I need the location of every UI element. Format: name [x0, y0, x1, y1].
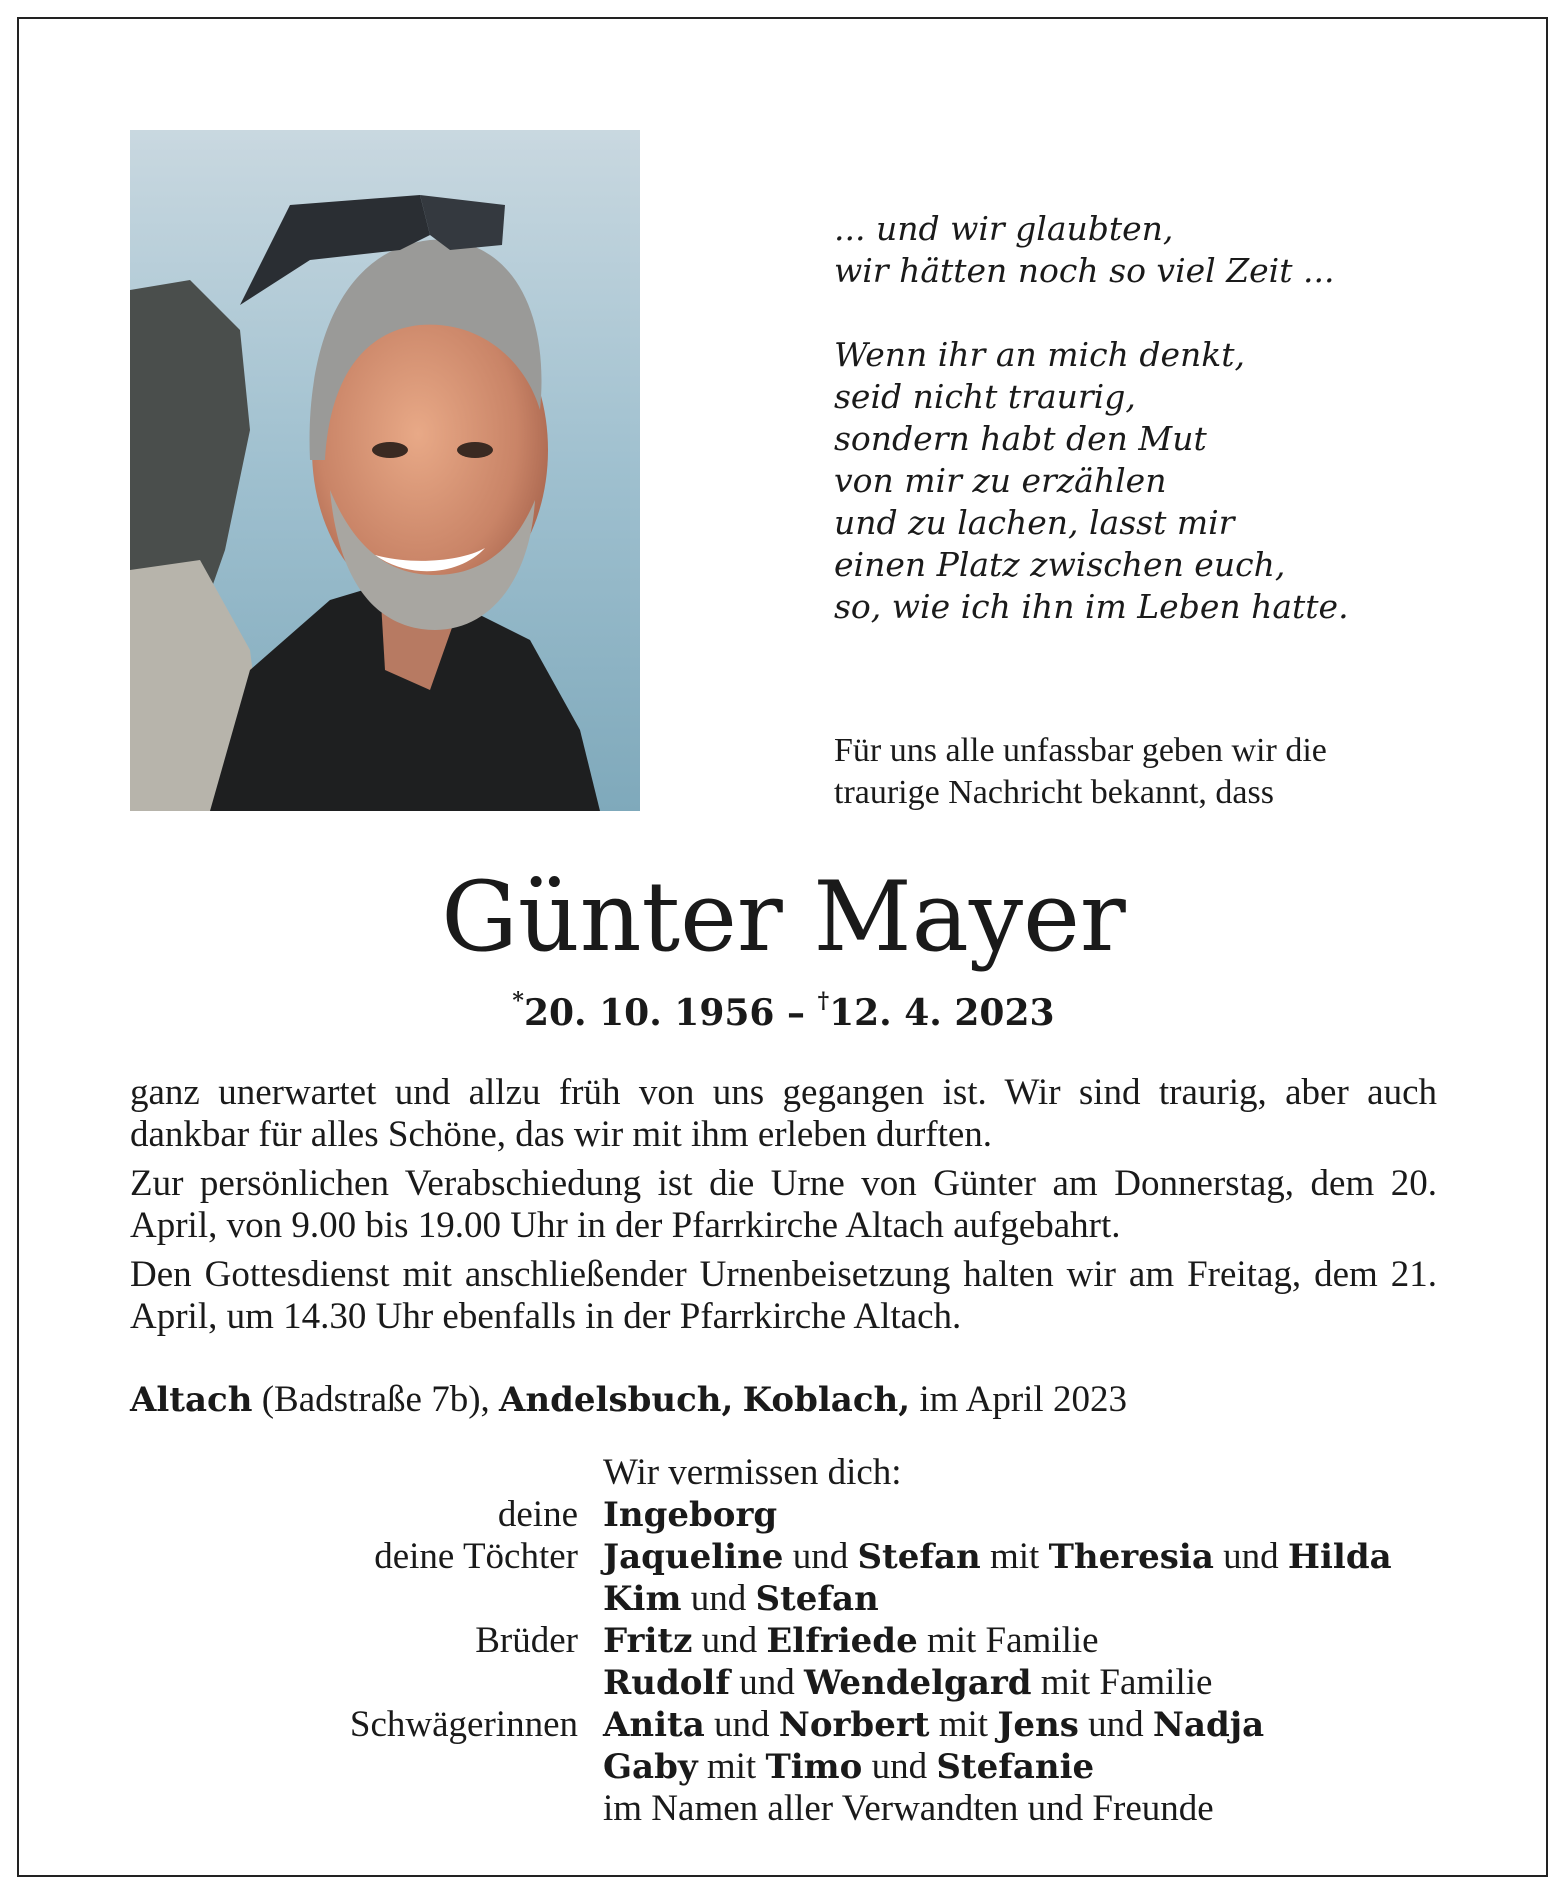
- mourner-connector: und: [692, 1620, 767, 1661]
- mourner-connector: und: [729, 1662, 804, 1703]
- mourner-connector: und: [783, 1536, 858, 1577]
- mourners-row: [130, 1536, 1437, 1578]
- mourners-row: [130, 1578, 1437, 1620]
- mourner-name: Elfriede: [766, 1621, 918, 1661]
- death-symbol: †: [817, 988, 830, 1014]
- announcement-body: [130, 1072, 1437, 1345]
- announcement-intro: [834, 730, 1327, 814]
- poem-line: so, wie ich ihn im Leben hatte.: [834, 587, 1349, 626]
- poem-line: wir hätten noch so viel Zeit ...: [834, 251, 1335, 290]
- place-date: im April 2023: [919, 1379, 1127, 1420]
- mourner-connector: und: [681, 1578, 756, 1619]
- mourner-connector: und: [704, 1704, 779, 1745]
- mourner-name: Kim: [603, 1579, 682, 1619]
- portrait-photo: [130, 130, 640, 811]
- mourner-name: Theresia: [1048, 1537, 1214, 1577]
- mourner-name: Jaqueline: [603, 1537, 784, 1577]
- birth-symbol: *: [512, 988, 524, 1014]
- poem-line: und zu lachen, lasst mir: [834, 503, 1235, 542]
- poem-line: von mir zu erzählen: [834, 461, 1167, 500]
- mourner-relation: deine: [497, 1494, 578, 1535]
- death-date: 12. 4. 2023: [829, 992, 1055, 1034]
- poem-stanza-2: [834, 334, 1349, 628]
- mourners-row: [130, 1788, 1437, 1830]
- mourner-relation: [130, 1746, 603, 1788]
- mourner-name: Wendelgard: [803, 1663, 1032, 1703]
- mourners-list: [130, 1452, 1437, 1830]
- mourner-name: Ingeborg: [603, 1495, 778, 1535]
- mourner-names: [603, 1662, 1437, 1704]
- mourners-row: [130, 1704, 1437, 1746]
- mourner-connector: mit: [980, 1536, 1049, 1577]
- mourner-name: Stefan: [755, 1579, 879, 1619]
- mourners-row: [130, 1662, 1437, 1704]
- mourners-row: [130, 1620, 1437, 1662]
- place-and-date: [130, 1378, 1127, 1421]
- mourner-name: Rudolf: [603, 1663, 730, 1703]
- place-town: Altach: [130, 1380, 253, 1420]
- mourners-header-row: [130, 1452, 1437, 1494]
- place-town: Andelsbuch,: [499, 1380, 734, 1420]
- mourners-row: [130, 1746, 1437, 1788]
- mourner-name: Nadja: [1152, 1705, 1265, 1745]
- mourners-header: Wir vermissen dich:: [603, 1452, 902, 1493]
- mourner-names: [603, 1746, 1437, 1788]
- mourner-relation: Schwägerinnen: [349, 1704, 578, 1745]
- mourner-names: [603, 1788, 1437, 1830]
- mourner-name: Hilda: [1287, 1537, 1392, 1577]
- body-paragraph: Den Gottesdienst mit anschließender Urnenbeisetzung halten wir am Freitag, dem 21. April, um 14.30 Uhr ebenfalls in der Pfarrkirche Altach.: [130, 1254, 1437, 1337]
- birth-date: 20. 10. 1956: [523, 992, 775, 1034]
- mourner-relation: [130, 1788, 603, 1830]
- poem-line: ... und wir glaubten,: [834, 209, 1174, 248]
- poem-line: einen Platz zwischen euch,: [834, 545, 1286, 584]
- intro-line: Für uns alle unfassbar geben wir die: [834, 732, 1327, 769]
- mourner-relation: [130, 1662, 603, 1704]
- poem-stanza-1: [834, 208, 1349, 292]
- mourner-names: [603, 1620, 1437, 1662]
- mourner-names: [603, 1536, 1437, 1578]
- mourner-connector: mit: [697, 1746, 766, 1787]
- mourner-name: Jens: [997, 1705, 1079, 1745]
- mourner-name: Stefan: [857, 1537, 981, 1577]
- mourner-connector: mit Familie: [1031, 1662, 1213, 1703]
- body-paragraph: ganz unerwartet und allzu früh von uns gegangen ist. Wir sind traurig, aber auch dankbar für alles Schöne, das wir mit ihm erleben durften.: [130, 1072, 1437, 1155]
- mourner-name: Fritz: [603, 1621, 693, 1661]
- deceased-name: Günter Mayer: [441, 861, 1126, 973]
- life-dates: [0, 988, 1567, 1034]
- mourner-name: Timo: [765, 1747, 863, 1787]
- mourner-connector: und: [862, 1746, 937, 1787]
- place-address: (Badstraße 7b),: [261, 1379, 490, 1420]
- date-separator: –: [787, 992, 806, 1034]
- mourner-relation: [130, 1578, 603, 1620]
- mourner-name: Gaby: [603, 1747, 698, 1787]
- place-town: Koblach,: [742, 1380, 911, 1420]
- body-paragraph: Zur persönlichen Verabschiedung ist die Urne von Günter am Donnerstag, dem 20. April, von 9.00 bis 19.00 Uhr in der Pfarrkirche Altach aufgebahrt.: [130, 1163, 1437, 1246]
- mourner-names: [603, 1578, 1437, 1620]
- mourner-relation: Brüder: [475, 1620, 578, 1661]
- mourner-connector: mit Familie: [917, 1620, 1099, 1661]
- mourner-connector: im Namen aller Verwandten und Freunde: [603, 1788, 1214, 1829]
- mourner-names: [603, 1494, 1437, 1536]
- mourner-connector: und: [1213, 1536, 1288, 1577]
- mourner-names: [603, 1704, 1437, 1746]
- poem: [834, 208, 1349, 670]
- poem-line: seid nicht traurig,: [834, 377, 1136, 416]
- mourners-row: [130, 1494, 1437, 1536]
- mourner-name: Stefanie: [936, 1747, 1095, 1787]
- mourner-connector: und: [1078, 1704, 1153, 1745]
- mourner-relation: deine Töchter: [374, 1536, 578, 1577]
- poem-line: sondern habt den Mut: [834, 419, 1207, 458]
- intro-line: traurige Nachricht bekannt, dass: [834, 774, 1274, 811]
- mourner-connector: mit: [929, 1704, 998, 1745]
- mourner-name: Norbert: [778, 1705, 930, 1745]
- mourner-name: Anita: [603, 1705, 705, 1745]
- poem-line: Wenn ihr an mich denkt,: [834, 335, 1245, 374]
